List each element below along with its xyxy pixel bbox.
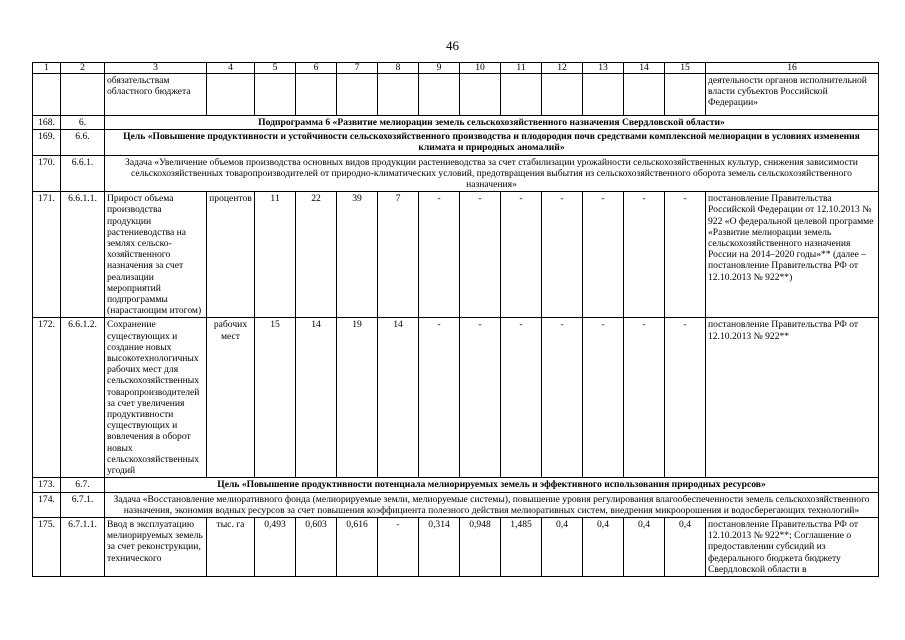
table-row-173 (33, 478, 879, 492)
row-number: 171. (33, 192, 61, 318)
value-cell: 11 (255, 192, 296, 318)
subprogram-heading: Подпрограмма 6 «Развитие мелиорации земель сельскохозяйственного назначения Свердловской области» (105, 116, 879, 130)
row-code: 6.6.1.1. (61, 192, 105, 318)
col-header: 8 (378, 63, 419, 74)
indicator-cell: обязательствам областного бюджета (105, 74, 207, 116)
row-number: 172. (33, 318, 61, 478)
value-cell: 0,4 (542, 517, 583, 576)
value-cell: - (542, 318, 583, 478)
value-cell: - (583, 192, 624, 318)
task-heading: Задача «Увеличение объемов производства основных видов продукции растениеводства за счет стабилизации урожайности сельскохозяйственных культур, снижения зависимости сельскохозяйственных товаропроизводителей от природно-климатических условий, предотвращения выбытия из сельскохозяйственного оборота земель сельскохозяйственного назначения» (105, 155, 879, 192)
indicators-table (32, 62, 879, 577)
value-cell: - (665, 318, 706, 478)
value-cell: - (542, 192, 583, 318)
source-cell: деятельности органов исполнительной власти субъектов Российской Федерации» (706, 74, 879, 116)
col-header: 6 (296, 63, 337, 74)
value-cell: 0,4 (583, 517, 624, 576)
row-number: 168. (33, 116, 61, 130)
value-cell: 0,314 (419, 517, 460, 576)
table-row-172 (33, 318, 879, 478)
value-cell: - (419, 318, 460, 478)
col-header: 7 (337, 63, 378, 74)
row-number: 169. (33, 130, 61, 155)
unit-cell: рабочих мест (207, 318, 255, 478)
value-cell: 0,948 (460, 517, 501, 576)
row-code: 6.7. (61, 478, 105, 492)
value-cell: - (501, 318, 542, 478)
col-header: 4 (207, 63, 255, 74)
goal-heading: Цель «Повышение продуктивности и устойчивости сельскохозяйственного производства и плодородия почв средствами комплексной мелиорации в условиях изменения климата и природных аномалий» (105, 130, 879, 155)
value-cell: - (624, 318, 665, 478)
value-cell: 0,493 (255, 517, 296, 576)
col-header: 2 (61, 63, 105, 74)
value-cell: - (624, 192, 665, 318)
col-header: 10 (460, 63, 501, 74)
unit-cell: процентов (207, 192, 255, 318)
row-number: 174. (33, 492, 61, 517)
col-header: 9 (419, 63, 460, 74)
col-header: 11 (501, 63, 542, 74)
goal-heading: Цель «Повышение продуктивности потенциала мелиорируемых земель и эффективного использования природных ресурсов» (105, 478, 879, 492)
value-cell: 0,4 (665, 517, 706, 576)
source-cell: постановление Правительства РФ от 12.10.2013 № 922**; Соглашение о предоставлении субсидий из федерального бюджета бюджету Свердловской области в (706, 517, 879, 576)
col-header: 1 (33, 63, 61, 74)
value-cell: - (460, 192, 501, 318)
col-header: 15 (665, 63, 706, 74)
table-row-170 (33, 155, 879, 192)
row-code: 6. (61, 116, 105, 130)
value-cell: 1,485 (501, 517, 542, 576)
page-number: 46 (446, 38, 459, 53)
table-row-171 (33, 192, 879, 318)
value-cell: - (501, 192, 542, 318)
table-row-168 (33, 116, 879, 130)
column-number-row (33, 63, 879, 74)
source-cell: постановление Правительства Российской Федерации от 12.10.2013 № 922 «О федеральной целевой программе «Развитие мелиорации земель сельскохозяйственного назначения России на 2014–2020 годы»** (далее – постановление Правительства РФ от 12.10.2013 № 922**) (706, 192, 879, 318)
col-header: 12 (542, 63, 583, 74)
row-code: 6.7.1. (61, 492, 105, 517)
indicator-cell: Прирост объема производства продукции растениеводства на землях сельско-хозяйственного назначения за счет реализации мероприятий подпрограммы (нарастающим итогом) (105, 192, 207, 318)
table-row-174 (33, 492, 879, 517)
col-header: 3 (105, 63, 207, 74)
value-cell: 7 (378, 192, 419, 318)
value-cell: - (378, 517, 419, 576)
indicator-cell: Ввод в эксплуатацию мелиорируемых земель за счет реконструкции, технического (105, 517, 207, 576)
row-code: 6.6.1. (61, 155, 105, 192)
value-cell: - (419, 192, 460, 318)
row-code: 6.6.1.2. (61, 318, 105, 478)
value-cell: 19 (337, 318, 378, 478)
row-number: 170. (33, 155, 61, 192)
table-row-169 (33, 130, 879, 155)
value-cell: - (460, 318, 501, 478)
value-cell: 15 (255, 318, 296, 478)
value-cell: 14 (378, 318, 419, 478)
value-cell: - (665, 192, 706, 318)
value-cell: 0,616 (337, 517, 378, 576)
row-number: 173. (33, 478, 61, 492)
table-row-175 (33, 517, 879, 576)
indicator-cell: Сохранение существующих и создание новых высокотехнологичных рабочих мест для сельскохозяйственных товаропроизводителей за счет увеличения продуктивности существующих и вовлечения в оборот новых сельскохозяйственных угодий (105, 318, 207, 478)
col-header: 13 (583, 63, 624, 74)
value-cell: 14 (296, 318, 337, 478)
value-cell: 0,603 (296, 517, 337, 576)
col-header: 16 (706, 63, 879, 74)
unit-cell: тыс. га (207, 517, 255, 576)
task-heading: Задача «Восстановление мелиоративного фонда (мелиорируемые земли, мелиоруемые системы), повышение уровня регулирования влагообеспеченности земель сельскохозяйственного назначения, экономия водных ресурсов за счет повышения коэффициента полезного действия мелиоративных систем, внедрения микроорошения и водосберегающих технологий» (105, 492, 879, 517)
col-header: 5 (255, 63, 296, 74)
value-cell: 22 (296, 192, 337, 318)
row-code: 6.6. (61, 130, 105, 155)
row-code: 6.7.1.1. (61, 517, 105, 576)
col-header: 14 (624, 63, 665, 74)
table-row-continued (33, 74, 879, 116)
value-cell: 39 (337, 192, 378, 318)
value-cell: 0,4 (624, 517, 665, 576)
row-number: 175. (33, 517, 61, 576)
source-cell: постановление Правительства РФ от 12.10.2013 № 922** (706, 318, 879, 478)
value-cell: - (583, 318, 624, 478)
